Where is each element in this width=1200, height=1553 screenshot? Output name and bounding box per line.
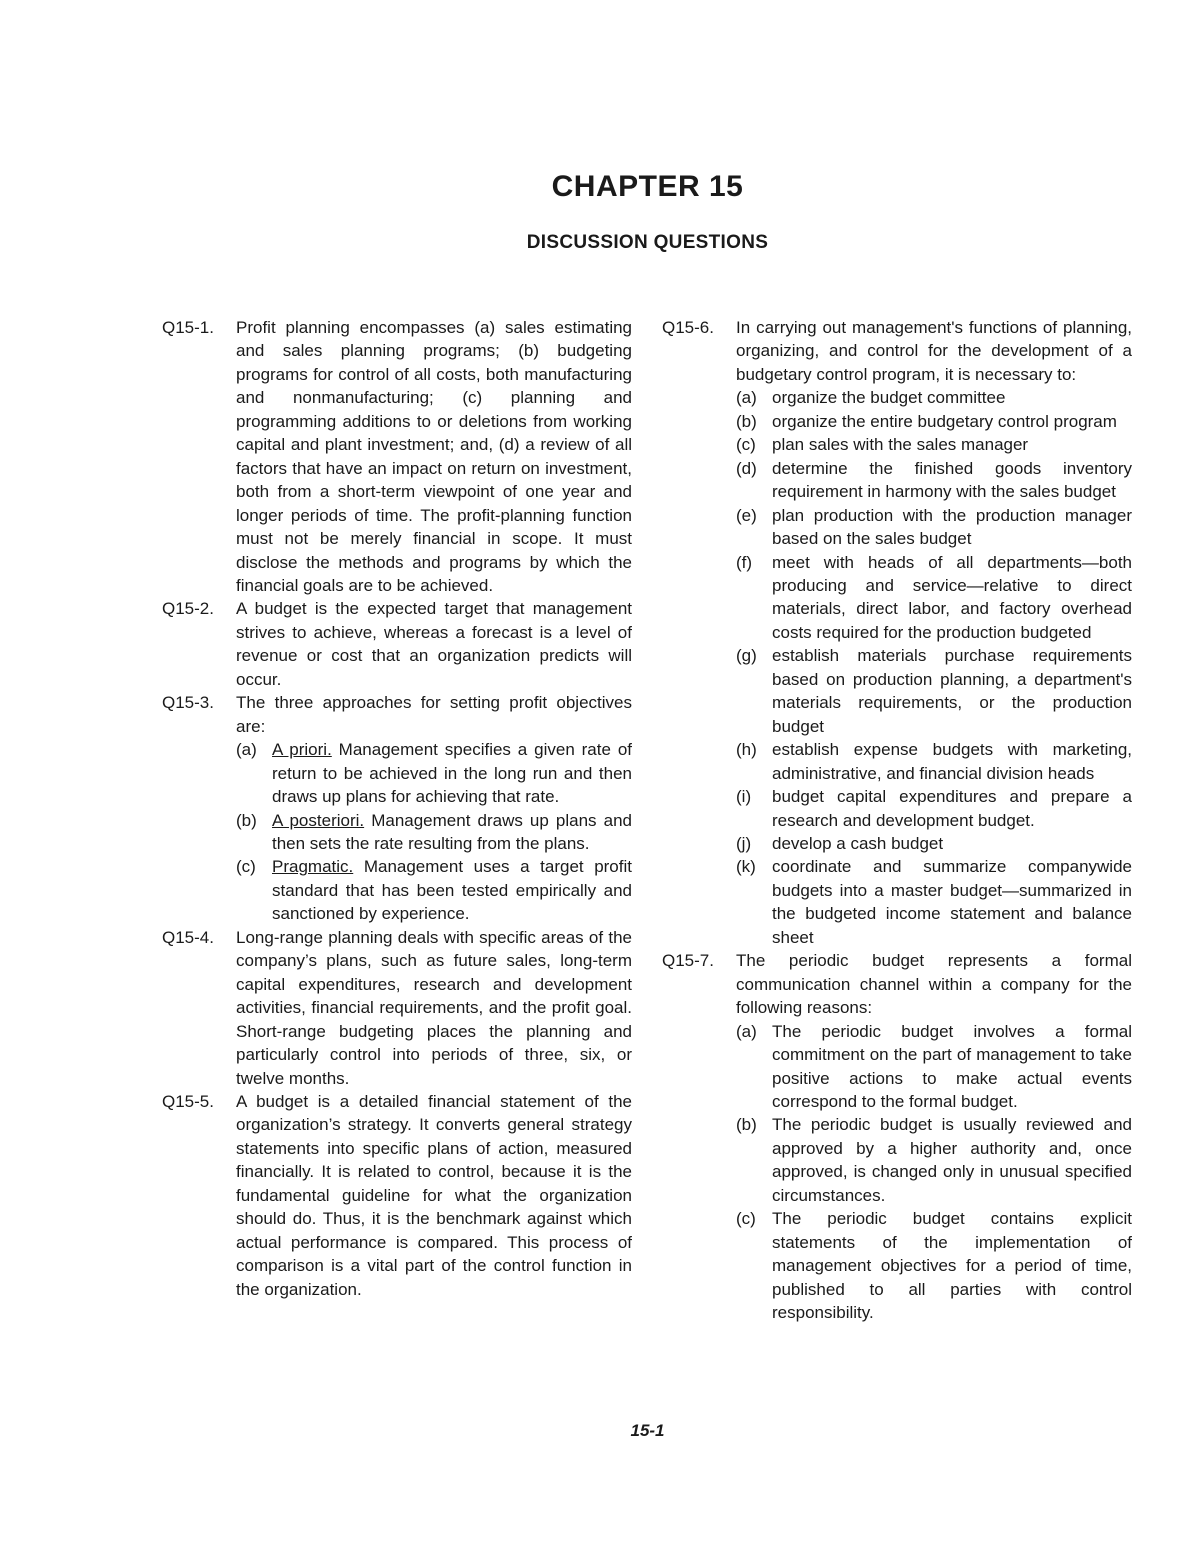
list-item-text: coordinate and summarize companywide budgets into a master budget—summarized in the budgeted income statement and balance sheet [772, 857, 1132, 947]
question-label: Q15-5. [162, 1091, 214, 1111]
list-item-label: (f) [736, 552, 753, 572]
answer-text: A budget is a detailed financial statement of the organization’s strategy. It converts general strategy statements into specific plans of action, measured financially. It is related to control, because it is the fundamental guideline for what the organization should do. Thus, it is the benchmark against which actual performance is compared. This process of comparison is a vital part of the control function in the organization. [236, 1091, 632, 1299]
question-label: Q15-7. [662, 951, 714, 971]
list-item [236, 738, 632, 808]
list-item [736, 1113, 1132, 1207]
question-label: Q15-1. [162, 318, 214, 337]
list-item-label: (a) [736, 1021, 757, 1041]
list-item-label: (b) [736, 1115, 757, 1135]
question-label: Q15-4. [162, 927, 214, 947]
list-item [736, 433, 1132, 456]
list-item-text: organize the entire budgetary control program [772, 411, 1117, 431]
approach-term: Pragmatic. [272, 857, 354, 877]
chapter-title: CHAPTER 15 [551, 170, 744, 203]
list-item [736, 855, 1132, 949]
list-item-label: (e) [736, 505, 757, 525]
answer-text: A budget is the expected target that management strives to achieve, whereas a forecast is a level of revenue or cost that an organization predicts will occur. [236, 599, 632, 689]
question-body [236, 1090, 632, 1301]
list-item-text [272, 855, 632, 925]
list-item-text [272, 809, 632, 856]
list-item [236, 809, 632, 856]
answer-text: The three approaches for setting profit objectives are: [236, 693, 632, 736]
question-body [236, 691, 632, 926]
list-item-text: The periodic budget involves a formal commitment on the part of management to take positive actions to make actual events correspond to the formal budget. [772, 1021, 1132, 1111]
list-item-text: budget capital expenditures and prepare a research and development budget. [772, 787, 1132, 830]
list-item [736, 410, 1132, 433]
question-q15-1 [162, 316, 632, 597]
answer-text: Long-range planning deals with specific areas of the company’s plans, such as future sales, long-term capital expenditures, research and development activities, financial requirements, and the profit goal. Short-range budgeting places the planning and particularly control into periods of three, six, or twelve months. [236, 927, 632, 1088]
list-item-text: plan sales with the sales manager [772, 435, 1029, 455]
list-item-label: (g) [736, 646, 757, 666]
list-item-label: (i) [736, 787, 752, 807]
question-q15-6 [662, 316, 1132, 949]
list-item-text: The periodic budget contains explicit statements of the implementation of management objectives for a period of time, published to all parties with control responsibility. [772, 1209, 1132, 1323]
answer-text: The periodic budget represents a formal communication channel within a company for the following reasons: [736, 951, 1132, 1018]
right-column [662, 316, 1132, 1324]
question-q15-3 [162, 691, 632, 926]
question-body [236, 926, 632, 1090]
list-item-label: (k) [736, 857, 756, 877]
question-body [236, 316, 632, 597]
answer-text: In carrying out management's functions of planning, organizing, and control for the development of a budgetary control program, it is necessary to: [736, 318, 1132, 384]
list-item-text: develop a cash budget [772, 833, 944, 853]
approach-term: A posteriori. [272, 810, 365, 830]
question-label: Q15-2. [162, 599, 214, 619]
list-item-label: (a) [736, 388, 757, 408]
list-item [736, 457, 1132, 504]
question-q15-5 [162, 1090, 632, 1301]
list-item-text: plan production with the production manager based on the sales budget [772, 505, 1132, 549]
list-item [236, 855, 632, 925]
list-item [736, 738, 1132, 785]
question-label: Q15-3. [162, 693, 214, 713]
list-item [736, 1207, 1132, 1324]
question-label: Q15-6. [662, 318, 714, 337]
list-item-label: (b) [736, 411, 757, 431]
section-title: DISCUSSION QUESTIONS [526, 232, 769, 253]
question-q15-4 [162, 926, 632, 1090]
approach-description: Management draws up plans and then sets the rate resulting from the plans. [272, 810, 632, 853]
list-item-text: determine the finished goods inventory requirement in harmony with the sales budget [772, 458, 1132, 502]
list-item-text [272, 738, 632, 808]
left-column [162, 316, 632, 1301]
approach-term: A priori. [272, 740, 332, 760]
question-q15-2 [162, 597, 632, 691]
list-item-label: (b) [236, 810, 257, 830]
list-item [736, 551, 1132, 645]
list-item-text: establish expense budgets with marketing, administrative, and financial division heads [772, 740, 1132, 783]
list-item-label: (a) [236, 740, 257, 760]
question-body [736, 316, 1132, 949]
list-item-text: organize the budget committee [772, 388, 1006, 408]
answer-text: Profit planning encompasses (a) sales estimating and sales planning programs; (b) budgeting programs for control of all costs, both manufacturing and nonmanufacturing; (c) planning and programming additions to or deletions from working capital and plant investment; and, (d) a review of all factors that have an impact on return on investment, both from a short-term viewpoint of one year and longer periods of time. The profit-planning function must not be merely financial in scope. It must disclose the methods and programs by which the financial goals are to be achieved. [236, 318, 632, 595]
list-item-label: (h) [736, 740, 757, 760]
list-item-label: (c) [736, 435, 756, 455]
question-body [236, 597, 632, 691]
list-item-label: (j) [736, 833, 752, 853]
approach-description: Management uses a target profit standard that has been tested empirically and sanctioned by experience. [272, 857, 632, 924]
list-item-text: establish materials purchase requirements based on production planning, a department's materials requirements, or the production budget [772, 646, 1132, 736]
list-item [736, 1020, 1132, 1114]
list-item-label: (c) [736, 1209, 756, 1229]
page-number: 15-1 [630, 1421, 665, 1440]
question-body [736, 949, 1132, 1324]
list-item-text: The periodic budget is usually reviewed and approved by a higher authority and, once approved, is changed only in unusual specified circumstances. [772, 1115, 1132, 1205]
approach-description: Management specifies a given rate of return to be achieved in the long run and then draws up plans for achieving that rate. [272, 740, 632, 807]
list-item [736, 785, 1132, 832]
question-q15-7 [662, 949, 1132, 1324]
list-item-label: (c) [236, 857, 256, 877]
list-item [736, 386, 1132, 409]
list-item-label: (d) [736, 458, 757, 478]
list-item [736, 832, 1132, 855]
list-item [736, 504, 1132, 551]
list-item-text: meet with heads of all departments—both producing and service—relative to direct materials, direct labor, and factory overhead costs required for the production budgeted [772, 552, 1132, 642]
list-item [736, 644, 1132, 738]
